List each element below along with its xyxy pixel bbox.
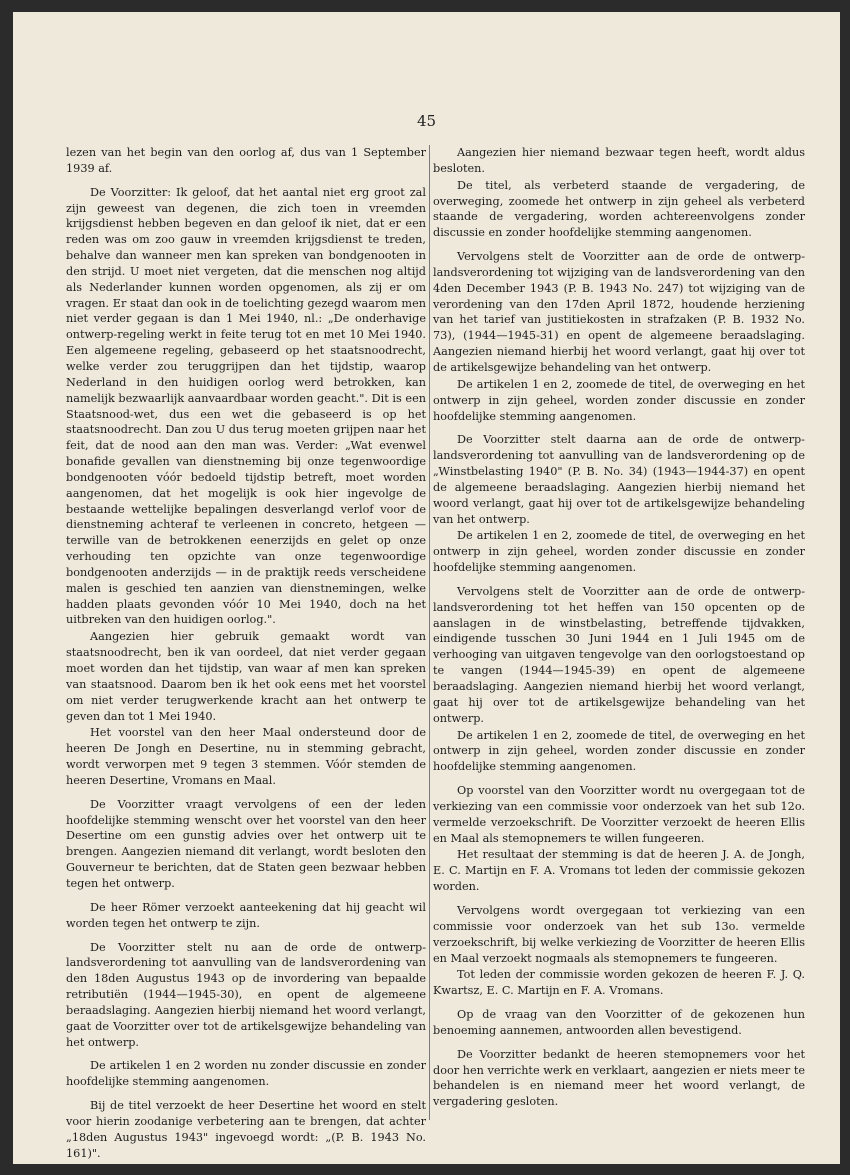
page-number: 45 (416, 112, 437, 130)
paragraph: De artikelen 1 en 2, zoomede de titel, de overweging en het ontwerp in zijn geheel, worden zonder discussie en zonder hoofdelijke stemming aangenomen. (433, 728, 805, 774)
document-page (13, 12, 840, 1164)
paragraph: Tot leden der commissie worden gekozen de heeren F. J. Q. Kwartsz, E. C. Martijn en F. A. Vromans. (433, 968, 805, 998)
paragraph: De artikelen 1 en 2 worden nu zonder discussie en zonder hoofdelijke stemming aangenomen. (66, 1059, 426, 1089)
paragraph: lezen van het begin van den oorlog af, dus van 1 September 1939 af. (66, 146, 426, 175)
left-column (66, 145, 426, 1169)
paragraph: De Voorzitter stelt nu aan de orde de ontwerp-landsverordening tot aanvulling van de landsverordening van den 18den Augustus 1943 op de invordering van bepaalde retributiën (1944—1945-30), en opent de algemeene beraadslaging. Aangezien hierbij niemand het woord verlangt, gaat de Voorzitter over tot de artikelsgewijze behandeling van het ontwerp. (66, 940, 426, 1049)
paragraph: Op de vraag van den Voorzitter of de gekozenen hun benoeming aannemen, antwoorden allen bevestigend. (433, 1008, 805, 1037)
paragraph: De heer Römer verzoekt aanteekening dat hij geacht wil worden tegen het ontwerp te zijn. (66, 900, 426, 930)
paragraph: De Voorzitter bedankt de heeren stemopnemers voor het door hen verrichte werk en verklaart, aangezien er niets meer te behandelen is en niemand meer het woord verlangt, de vergadering gesloten. (433, 1047, 805, 1109)
paragraph: Bij de titel verzoekt de heer Desertine het woord en stelt voor hierin zoodanige verbetering aan te brengen, dat achter „18den Augustus 1943" ingevoegd wordt: „(P. B. 1943 No. 161)". (66, 1099, 426, 1160)
paragraph: Op voorstel van den Voorzitter wordt nu overgegaan tot de verkiezing van een commissie voor onderzoek van het sub 12o. vermelde verzoekschrift. De Voorzitter verzoekt de heeren Ellis en Maal als stemopnemers te willen fungeeren. (433, 784, 805, 845)
paragraph: Aangezien hier gebruik gemaakt wordt van staatsnoodrecht, ben ik van oordeel, dat niet verder gegaan moet worden dan het tijdstip, van waar af men kan spreken van staatsnood. Daarom ben ik het ook eens met het voorstel om niet verder terugwerkende kracht aan het ontwerp te geven dan tot 1 Mei 1940. (66, 630, 426, 723)
paragraph: De titel, als verbeterd staande de vergadering, de overweging, zoomede het ontwerp in zijn geheel als verbeterd staande de vergadering, worden achtereenvolgens zonder discussie en zonder hoofdelijke stemming aangenomen. (433, 178, 805, 240)
column-divider (429, 145, 430, 1120)
paragraph: Het resultaat der stemming is dat de heeren J. A. de Jongh, E. C. Martijn en F. A. Vromans tot leden der commissie gekozen worden. (433, 848, 805, 894)
paragraph: Vervolgens stelt de Voorzitter aan de orde de ontwerp-landsverordening tot het heffen van 150 opcenten op de aanslagen in de winstbelasting, betreffende tijdvakken, eindigende tusschen 30 Juni 1944 en 1 Juli 1945 om de verhooging van uitgaven tengevolge van den oorlogstoestand op te vangen (1944—1945-39) en opent de algemeene beraadslaging. Aangezien niemand hierbij het woord verlangt, gaat hij over tot de artikelsgewijze behandeling van het ontwerp. (433, 584, 805, 725)
paragraph: De artikelen 1 en 2, zoomede de titel, de overweging en het ontwerp in zijn geheel, worden zonder discussie en zonder hoofdelijke stemming aangenomen. (433, 377, 805, 423)
paragraph: Aangezien hier niemand bezwaar tegen heeft, wordt aldus besloten. (433, 146, 805, 175)
paragraph: Het voorstel van den heer Maal ondersteund door de heeren De Jongh en Desertine, nu in stemming gebracht, wordt verworpen met 9 tegen 3 stemmen. Vóór stemden de heeren Desertine, Vromans en Maal. (66, 726, 426, 787)
paragraph: Vervolgens stelt de Voorzitter aan de orde de ontwerp-landsverordening tot wijziging van de landsverordening van den 4den December 1943 (P. B. 1943 No. 247) tot wijziging van de verordening van den 17den April 1872, houdende herziening van het tarief van justitiekosten in strafzaken (P. B. 1932 No. 73), (1944—1945-31) en opent de algemeene beraadslaging. Aangezien niemand hierbij het woord verlangt, gaat hij over tot de artikelsgewijze behandeling van het ontwerp. (433, 250, 805, 374)
paragraph: De Voorzitter: Ik geloof, dat het aantal niet erg groot zal zijn geweest van degenen, die zich toen in vreemden krijgsdienst hebben begeven en dan geloof ik niet, dat er een reden was om zoo gauw in vreemden krijgsdienst te treden, behalve dan wanneer men kan spreken van bondgenooten in den strijd. U moet niet vergeten, dat die menschen nog altijd als Nederlander kunnen worden opgenomen, als zij er om vragen. Er staat dan ook in de toelichting gezegd waarom men niet verder gegaan is dan 1 Mei 1940, nl.: „De onderhavige ontwerp-regeling werkt in feite terug tot en met 10 Mei 1940. Een algemeene regeling, gebaseerd op het staatsnoodrecht, welke verder zou teruggrijpen dan het tijdstip, waarop Nederland in den huidigen oorlog werd betrokken, kan namelijk bezwaarlijk aanvaardbaar worden geacht.". Dit is een Staatsnood-wet, dus een wet die gebaseerd is op het staatsnoodrecht. Dan zou U dus terug moeten grijpen naar het feit, dat de nood aan den man was. Verder: „Wat evenwel bonafide gevallen van dienstneming bij onze tegenwoordige bondgenooten vóór bedoeld tijdstip betreft, moet worden aangenomen, dat het mogelijk is ook hier ingevolge de bestaande wettelijke bepalingen desverlangd verlof voor de dienstneming achteraf te verleenen in concreto, hetgeen — terwille van de betrokkenen eenerzijds en gelet op onze verhouding ten opzichte van onze tegenwoordige bondgenooten anderzijds — in de praktijk reeds verscheidene malen is geschied ten aanzien van dienstnemingen, welke hadden plaats gevonden vóór 10 Mei 1940, doch na het uitbreken van den huidigen oorlog.". (66, 185, 426, 627)
paragraph: De Voorzitter stelt daarna aan de orde de ontwerp-landsverordening tot aanvulling van de landsverordening op de „Winstbelasting 1940" (P. B. No. 34) (1943—1944-37) en opent de algemeene beraadslaging. Aangezien hierbij niemand het woord verlangt, gaat hij over tot de artikelsgewijze behandeling van het ontwerp. (433, 433, 805, 526)
paragraph: De artikelen 1 en 2, zoomede de titel, de overweging en het ontwerp in zijn geheel, worden zonder discussie en zonder hoofdelijke stemming aangenomen. (433, 529, 805, 575)
paragraph: De Voorzitter vraagt vervolgens of een der leden hoofdelijke stemming wenscht over het voorstel van den heer Desertine om een gunstig advies over het ontwerp uit te brengen. Aangezien niemand dit verlangt, wordt besloten den Gouverneur te berichten, dat de Staten geen bezwaar hebben tegen het ontwerp. (66, 797, 426, 890)
paragraph: Vervolgens wordt overgegaan tot verkiezing van een commissie voor onderzoek van het sub 13o. vermelde verzoekschrift, bij welke verkiezing de Voorzitter de heeren Ellis en Maal verzoekt nogmaals als stemopnemers te fungeeren. (433, 903, 805, 965)
right-column (433, 145, 805, 1118)
